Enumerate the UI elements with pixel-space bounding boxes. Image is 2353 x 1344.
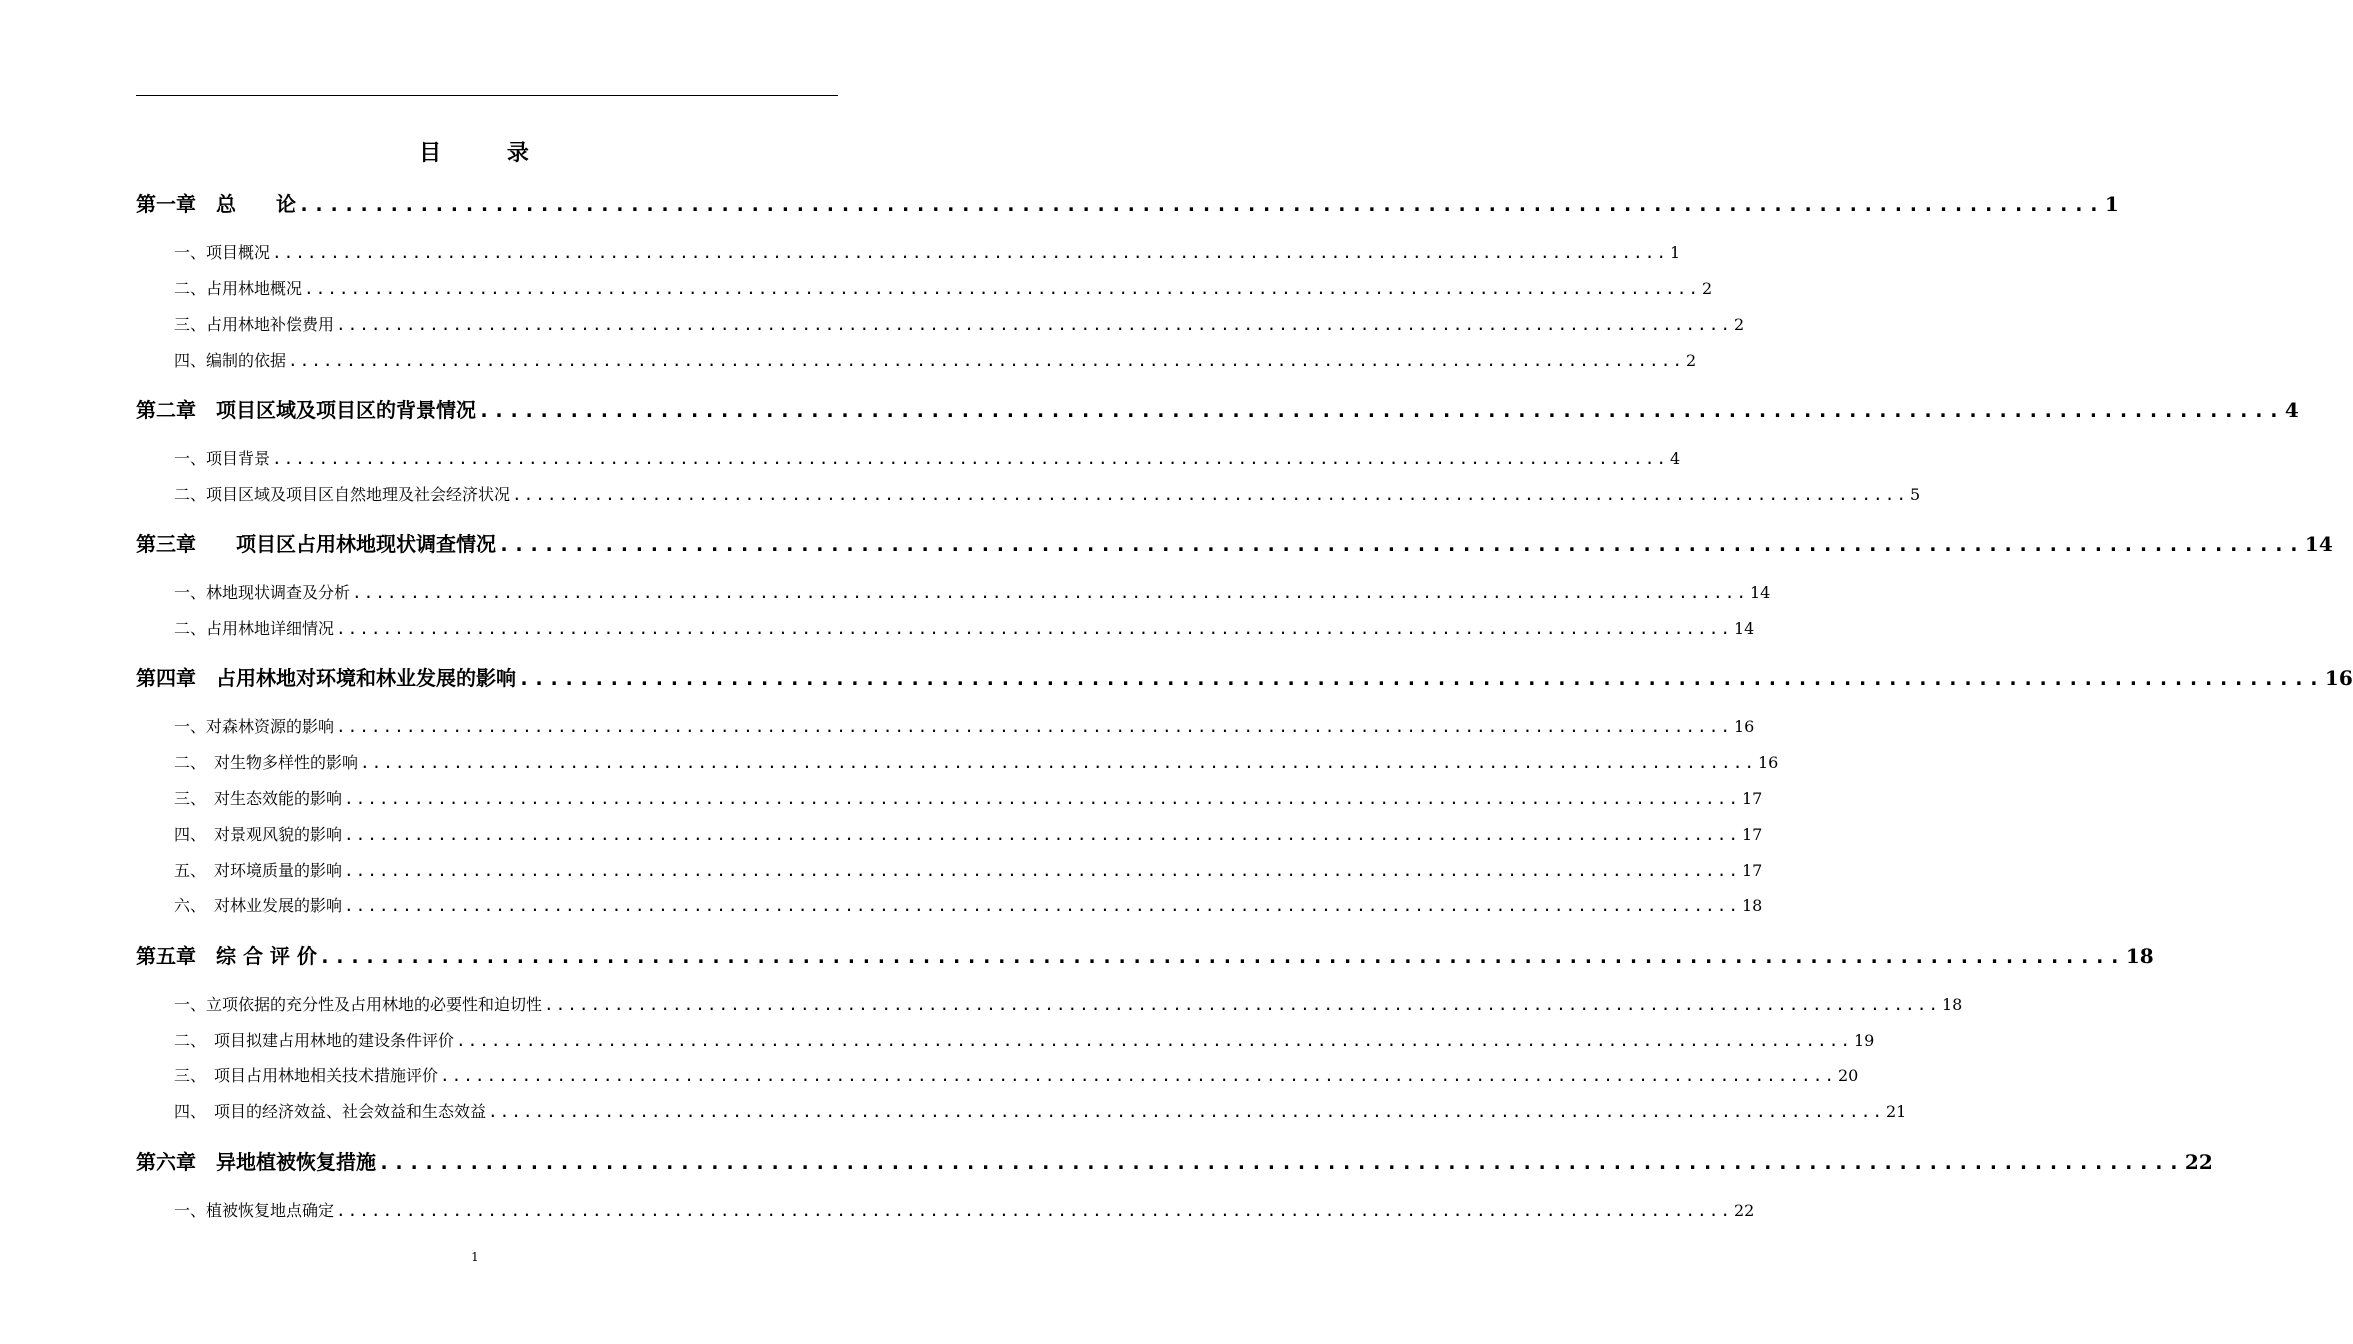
toc-section[interactable] (174, 580, 1771, 603)
dot-leader: ........................................................................................................................ (378, 1150, 2183, 1174)
dot-leader: ........................................................................................................................ (498, 532, 2303, 556)
toc-entry-label: 二、 项目拟建占用林地的建设条件评价 (174, 1031, 455, 1050)
toc-entry-label: 第六章 异地植被恢复措施 (136, 1150, 376, 1174)
dot-leader: ........................................................................................................................ (288, 351, 1684, 370)
toc-entry-label: 一、植被恢复地点确定 (174, 1201, 335, 1220)
toc-title: 目 录 (419, 140, 531, 166)
toc-entry-label: 六、 对林业发展的影响 (174, 896, 343, 915)
toc-section[interactable] (174, 1063, 1859, 1086)
toc-page-number: 2 (1701, 279, 1713, 298)
toc-section[interactable] (174, 992, 1963, 1015)
toc-section[interactable] (174, 1099, 1907, 1122)
toc-page-number: 5 (1909, 485, 1921, 504)
toc-entry-label: 二、 对生物多样性的影响 (174, 753, 359, 772)
dot-leader: ........................................................................................................................ (456, 1031, 1852, 1050)
toc-entry-label: 第三章 项目区占用林地现状调查情况 (136, 532, 496, 556)
toc-entry-label: 四、编制的依据 (174, 351, 287, 370)
toc-page-number: 1 (1669, 243, 1681, 262)
dot-leader: ........................................................................................................................ (272, 449, 1668, 468)
toc-section[interactable] (174, 616, 1755, 639)
toc-page-number: 14 (1749, 583, 1771, 602)
toc-entry-label: 二、占用林地详细情况 (174, 619, 335, 638)
toc-page-number: 21 (1885, 1102, 1907, 1121)
toc-page-number: 4 (2284, 398, 2299, 422)
toc-chapter-1[interactable] (136, 188, 2119, 217)
dot-leader: ........................................................................................................................ (336, 1201, 1732, 1220)
toc-section[interactable] (174, 240, 1681, 263)
toc-page-number: 18 (2125, 944, 2154, 968)
toc-entry-label: 第四章 占用林地对环境和林业发展的影响 (136, 666, 516, 690)
toc-entry-label: 五、 对环境质量的影响 (174, 861, 343, 880)
toc-section[interactable] (174, 482, 1921, 505)
toc-entry-label: 一、项目概况 (174, 243, 271, 262)
toc-page-number: 14 (1733, 619, 1755, 638)
toc-section[interactable] (174, 893, 1763, 916)
dot-leader: ........................................................................................................................ (336, 717, 1732, 736)
toc-page-number: 22 (1733, 1201, 1755, 1220)
toc-entry-label: 四、 对景观风貌的影响 (174, 825, 343, 844)
dot-leader: ........................................................................................................................ (512, 485, 1908, 504)
toc-chapter-3[interactable] (136, 528, 2333, 557)
header-rule (136, 95, 838, 96)
toc-entry-label: 二、占用林地概况 (174, 279, 303, 298)
toc-page-number: 17 (1741, 861, 1763, 880)
toc-section[interactable] (174, 750, 1779, 773)
toc-section[interactable] (174, 446, 1681, 469)
toc-section[interactable] (174, 276, 1713, 299)
dot-leader: ........................................................................................................................ (488, 1102, 1884, 1121)
dot-leader: ........................................................................................................................ (544, 995, 1940, 1014)
toc-page-number: 16 (1733, 717, 1755, 736)
toc-page-number: 1 (2104, 192, 2119, 216)
toc-page-number: 20 (1837, 1066, 1859, 1085)
dot-leader: ........................................................................................................................ (304, 279, 1700, 298)
dot-leader: ........................................................................................................................ (360, 753, 1756, 772)
toc-chapter-6[interactable] (136, 1146, 2213, 1175)
toc-page-number: 2 (1733, 315, 1745, 334)
footer-page-number: 1 (471, 1250, 479, 1264)
toc-page-number: 17 (1741, 825, 1763, 844)
toc-entry-label: 一、立项依据的充分性及占用林地的必要性和迫切性 (174, 995, 543, 1014)
dot-leader: ........................................................................................................................ (344, 896, 1740, 915)
toc-page-number: 14 (2304, 532, 2333, 556)
toc-section[interactable] (174, 822, 1763, 845)
toc-chapter-5[interactable] (136, 940, 2154, 969)
toc-entry-label: 第五章 综 合 评 价 (136, 944, 317, 968)
toc-page-number: 17 (1741, 789, 1763, 808)
dot-leader: ........................................................................................................................ (344, 861, 1740, 880)
dot-leader: ........................................................................................................................ (344, 789, 1740, 808)
toc-page-number: 16 (2324, 666, 2353, 690)
toc-page-number: 18 (1741, 896, 1763, 915)
toc-section[interactable] (174, 1028, 1875, 1051)
dot-leader: ........................................................................................................................ (344, 825, 1740, 844)
toc-section[interactable] (174, 858, 1763, 881)
toc-entry-label: 一、项目背景 (174, 449, 271, 468)
toc-entry-label: 一、对森林资源的影响 (174, 717, 335, 736)
toc-chapter-2[interactable] (136, 394, 2299, 423)
dot-leader: ........................................................................................................................ (518, 666, 2323, 690)
dot-leader: ........................................................................................................................ (318, 944, 2124, 968)
toc-section[interactable] (174, 714, 1755, 737)
toc-entry-label: 四、 项目的经济效益、社会效益和生态效益 (174, 1102, 487, 1121)
toc-entry-label: 一、林地现状调查及分析 (174, 583, 351, 602)
toc-section[interactable] (174, 312, 1745, 335)
toc-chapter-4[interactable] (136, 662, 2353, 691)
toc-page-number: 2 (1685, 351, 1697, 370)
dot-leader: ........................................................................................................................ (272, 243, 1668, 262)
toc-entry-label: 二、项目区域及项目区自然地理及社会经济状况 (174, 485, 511, 504)
dot-leader: ........................................................................................................................ (298, 192, 2103, 216)
toc-page-number: 16 (1757, 753, 1779, 772)
toc-page-number: 18 (1941, 995, 1963, 1014)
toc-entry-label: 三、占用林地补偿费用 (174, 315, 335, 334)
toc-page-number: 19 (1853, 1031, 1875, 1050)
toc-page-number: 22 (2184, 1150, 2213, 1174)
toc-section[interactable] (174, 1198, 1755, 1221)
toc-page-number: 4 (1669, 449, 1681, 468)
dot-leader: ........................................................................................................................ (336, 619, 1732, 638)
dot-leader: ........................................................................................................................ (478, 398, 2283, 422)
dot-leader: ........................................................................................................................ (352, 583, 1748, 602)
toc-entry-label: 第一章 总 论 (136, 192, 296, 216)
toc-entry-label: 三、 项目占用林地相关技术措施评价 (174, 1066, 439, 1085)
toc-section[interactable] (174, 348, 1697, 371)
dot-leader: ........................................................................................................................ (440, 1066, 1836, 1085)
toc-entry-label: 三、 对生态效能的影响 (174, 789, 343, 808)
toc-section[interactable] (174, 786, 1763, 809)
toc-entry-label: 第二章 项目区域及项目区的背景情况 (136, 398, 476, 422)
dot-leader: ........................................................................................................................ (336, 315, 1732, 334)
